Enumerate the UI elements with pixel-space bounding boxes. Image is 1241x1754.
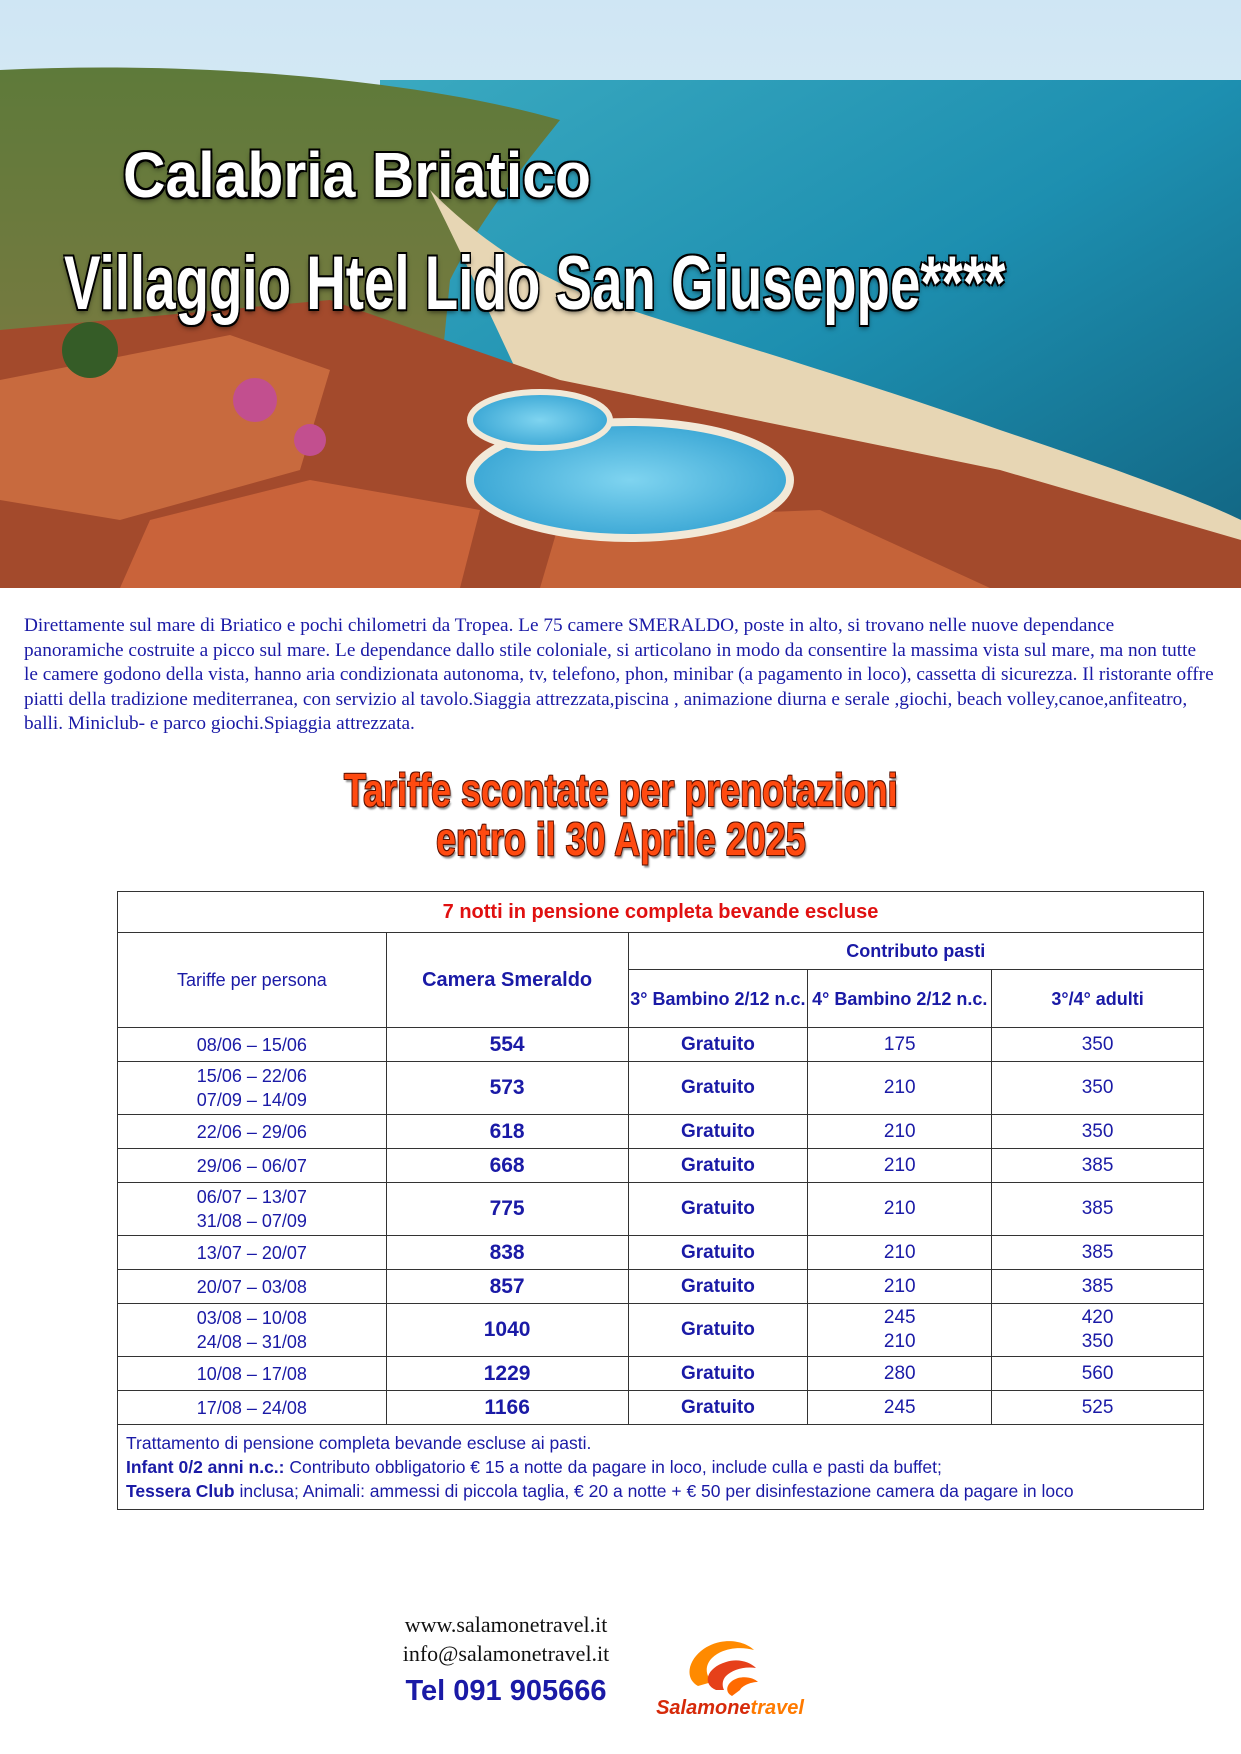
child4-cell — [808, 1028, 992, 1062]
adults-cell-line: 350 — [1081, 1331, 1114, 1352]
adults-cell — [992, 1183, 1204, 1236]
hero-title-line2: Villaggio Htel Lido San Giuseppe**** — [64, 241, 1006, 326]
adults-cell-line: 385 — [1081, 1241, 1114, 1263]
child4-cell-line: 210 — [883, 1154, 916, 1176]
table-row — [118, 1304, 1204, 1357]
promo-headline-line1: Tariffe scontate per prenotazioni — [343, 764, 898, 816]
adults-cell — [992, 1357, 1204, 1391]
child4-cell-line: 280 — [883, 1362, 916, 1384]
child4-cell-line: 210 — [883, 1331, 916, 1352]
adults-cell-line: 350 — [1081, 1077, 1114, 1098]
header-room: Camera Smeraldo — [386, 933, 628, 1028]
child4-cell-line: 175 — [883, 1033, 916, 1055]
child3-cell — [628, 1391, 808, 1425]
hotel-description: Direttamente sul mare di Briatico e pochi chilometri da Tropea. Le 75 camere SMERALDO, poste in alto, si trovano nelle nuove dependance panoramiche costruite a picco sul mare. Le dependance dallo stile coloniale, si articolano in modo da consentire la massima vista sul mare, ma non tutte le camere godono della vista, hanno aria condizionata autonoma, tv, telefono, phon, minibar (a pagamento in loco), cassetta di sicurezza. Il ristorante offre piatti della tradizione mediterranea, con servizio al tavolo.Siaggia attrezzata,piscina , animazione diurna e serale ,giochi, beach volley,canoe,anfiteatro, balli. Miniclub- e parco giochi.Spiaggia attrezzata. — [24, 615, 1214, 734]
period-cell — [118, 1062, 387, 1115]
price-cell-line: 1040 — [483, 1318, 531, 1341]
period-cell-line: 06/07 – 13/07 — [196, 1187, 307, 1207]
period-cell-line: 03/08 – 10/08 — [196, 1308, 307, 1328]
header-child3: 3° Bambino 2/12 n.c. — [628, 970, 808, 1028]
table-row — [118, 1236, 1204, 1270]
period-cell-line: 20/07 – 03/08 — [196, 1276, 307, 1297]
child3-cell-line: Gratuito — [680, 1275, 755, 1297]
child3-cell-line: Gratuito — [680, 1241, 755, 1263]
email-link[interactable]: info@salamonetravel.it — [402, 1641, 610, 1666]
table-row — [118, 1062, 1204, 1115]
period-cell — [118, 1028, 387, 1062]
child4-cell — [808, 1115, 992, 1149]
adults-cell — [992, 1270, 1204, 1304]
salamone-logo-wordmark: Salamonetravel — [656, 1697, 804, 1719]
header-adults: 3°/4° adulti — [992, 970, 1204, 1028]
price-cell-line: 554 — [489, 1032, 525, 1056]
price-cell-line: 618 — [489, 1119, 525, 1143]
adults-cell-line: 525 — [1081, 1396, 1114, 1418]
note-infant: Infant 0/2 anni n.c.: Contributo obbligatorio € 15 a notte da pagare in loco, include culla e pasti da buffet; — [126, 1457, 942, 1477]
contact-block — [356, 1610, 656, 1668]
child4-cell-line: 210 — [883, 1275, 916, 1297]
child4-cell-line: 245 — [883, 1396, 916, 1418]
period-cell-line: 15/06 – 22/06 — [196, 1066, 307, 1086]
table-notes — [118, 1425, 1204, 1510]
adults-cell-line: 350 — [1081, 1033, 1114, 1055]
price-cell-line: 775 — [489, 1197, 525, 1220]
adults-cell — [992, 1236, 1204, 1270]
period-cell-line: 10/08 – 17/08 — [196, 1363, 307, 1384]
adults-cell-line: 385 — [1081, 1198, 1114, 1219]
child4-cell-line: 210 — [883, 1077, 916, 1098]
child3-cell — [628, 1028, 808, 1062]
child3-cell-line: Gratuito — [680, 1033, 755, 1055]
adults-cell-line: 350 — [1081, 1120, 1114, 1142]
price-cell — [386, 1183, 628, 1236]
table-row — [118, 1028, 1204, 1062]
child3-cell-line: Gratuito — [680, 1198, 755, 1219]
period-cell-line: 17/08 – 24/08 — [196, 1397, 307, 1418]
hero-photo — [0, 0, 1241, 588]
period-cell-line: 29/06 – 06/07 — [196, 1155, 307, 1176]
price-cell-line: 838 — [489, 1240, 525, 1264]
period-cell-line: 22/06 – 29/06 — [196, 1121, 307, 1142]
header-child4: 4° Bambino 2/12 n.c. — [808, 970, 992, 1028]
period-cell — [118, 1391, 387, 1425]
adults-cell-line: 560 — [1081, 1362, 1114, 1384]
period-cell-line: 08/06 – 15/06 — [196, 1034, 307, 1055]
price-cell — [386, 1270, 628, 1304]
price-cell — [386, 1357, 628, 1391]
adults-cell-line: 385 — [1081, 1275, 1114, 1297]
adults-cell — [992, 1115, 1204, 1149]
child4-cell — [808, 1149, 992, 1183]
rates-table — [117, 891, 1204, 1510]
price-cell-line: 668 — [489, 1153, 525, 1177]
price-cell — [386, 1062, 628, 1115]
child4-cell — [808, 1391, 992, 1425]
child3-cell-line: Gratuito — [680, 1362, 755, 1384]
child4-cell-line: 245 — [883, 1307, 916, 1328]
child3-cell-line: Gratuito — [680, 1154, 755, 1176]
child3-cell — [628, 1115, 808, 1149]
period-cell — [118, 1236, 387, 1270]
child3-cell-line: Gratuito — [680, 1319, 755, 1340]
period-cell — [118, 1357, 387, 1391]
child4-cell-line: 210 — [883, 1198, 916, 1219]
child4-cell — [808, 1270, 992, 1304]
period-cell — [118, 1304, 387, 1357]
adults-cell — [992, 1391, 1204, 1425]
price-cell — [386, 1391, 628, 1425]
adults-cell — [992, 1028, 1204, 1062]
child4-cell — [808, 1357, 992, 1391]
price-cell — [386, 1304, 628, 1357]
period-cell-line: 13/07 – 20/07 — [196, 1242, 307, 1263]
table-row — [118, 1357, 1204, 1391]
child4-cell — [808, 1304, 992, 1357]
period-cell — [118, 1270, 387, 1304]
table-caption: 7 notti in pensione completa bevande escluse — [118, 892, 1204, 933]
child3-cell — [628, 1357, 808, 1391]
price-cell-line: 573 — [489, 1076, 525, 1099]
child4-cell — [808, 1062, 992, 1115]
child3-cell — [628, 1062, 808, 1115]
child3-cell — [628, 1270, 808, 1304]
period-cell — [118, 1183, 387, 1236]
phone-number: Tel 091 905666 — [405, 1675, 607, 1707]
table-row — [118, 1270, 1204, 1304]
header-period: Tariffe per persona — [118, 933, 387, 1028]
child4-cell — [808, 1236, 992, 1270]
child3-cell-line: Gratuito — [680, 1077, 755, 1098]
rate-rows — [118, 1028, 1204, 1425]
price-cell — [386, 1149, 628, 1183]
period-cell-line: 07/09 – 14/09 — [196, 1090, 307, 1110]
adults-cell-line: 385 — [1081, 1154, 1114, 1176]
child4-cell-line: 210 — [883, 1241, 916, 1263]
table-row — [118, 1183, 1204, 1236]
child4-cell-line: 210 — [883, 1120, 916, 1142]
child3-cell — [628, 1236, 808, 1270]
promo-headline-line2: entro il 30 Aprile 2025 — [435, 813, 806, 865]
period-cell — [118, 1115, 387, 1149]
period-cell — [118, 1149, 387, 1183]
hero-title-line1: Calabria Briatico — [123, 139, 591, 211]
adults-cell — [992, 1304, 1204, 1357]
table-row — [118, 1391, 1204, 1425]
child4-cell — [808, 1183, 992, 1236]
child3-cell — [628, 1149, 808, 1183]
child3-cell — [628, 1304, 808, 1357]
adults-cell — [992, 1062, 1204, 1115]
price-cell-line: 1229 — [483, 1361, 531, 1385]
adults-cell-line: 420 — [1081, 1307, 1114, 1328]
period-cell-line: 31/08 – 07/09 — [196, 1211, 307, 1231]
child3-cell — [628, 1183, 808, 1236]
table-row — [118, 1115, 1204, 1149]
period-cell-line: 24/08 – 31/08 — [196, 1332, 307, 1352]
website-link[interactable]: www.salamonetravel.it — [404, 1612, 608, 1637]
adults-cell — [992, 1149, 1204, 1183]
price-cell-line: 857 — [489, 1274, 525, 1298]
price-cell-line: 1166 — [484, 1395, 530, 1419]
table-row — [118, 1149, 1204, 1183]
note-treatment: Trattamento di pensione completa bevande escluse ai pasti. — [126, 1433, 592, 1453]
child3-cell-line: Gratuito — [680, 1120, 755, 1142]
price-cell — [386, 1236, 628, 1270]
header-meal-contribution: Contributo pasti — [628, 933, 1204, 970]
price-cell — [386, 1028, 628, 1062]
note-club: Tessera Club inclusa; Animali: ammessi di piccola taglia, € 20 a notte + € 50 per disinfestazione camera da pagare in loco — [126, 1481, 1074, 1501]
price-cell — [386, 1115, 628, 1149]
child3-cell-line: Gratuito — [680, 1396, 755, 1418]
